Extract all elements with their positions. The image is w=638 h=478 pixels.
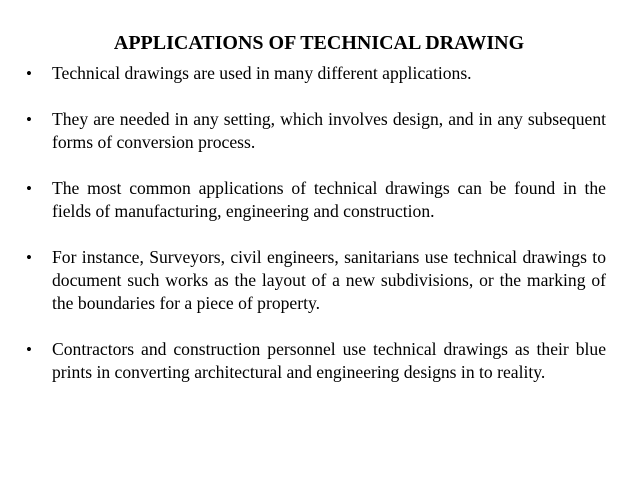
bullet-text: For instance, Surveyors, civil engineers, sanitarians use technical drawings to document such works as the layout of a new subdivisions, or the marking of the boundaries for a piece of property.	[52, 247, 606, 313]
bullet-icon: •	[26, 340, 32, 359]
bullet-list	[26, 62, 606, 407]
bullet-item	[26, 62, 606, 85]
slide-title: APPLICATIONS OF TECHNICAL DRAWING	[113, 32, 525, 54]
bullet-item	[26, 338, 606, 384]
bullet-text: The most common applications of technical drawings can be found in the fields of manufacturing, engineering and construction.	[52, 178, 606, 221]
bullet-icon: •	[26, 110, 32, 129]
bullet-icon: •	[26, 248, 32, 267]
bullet-icon: •	[26, 179, 32, 198]
bullet-text: They are needed in any setting, which involves design, and in any subsequent forms of conversion process.	[52, 109, 606, 152]
bullet-text: Contractors and construction personnel use technical drawings as their blue prints in converting architectural and engineering designs in to reality.	[52, 339, 606, 382]
bullet-item	[26, 177, 606, 223]
bullet-text: Technical drawings are used in many different applications.	[52, 63, 472, 83]
bullet-item	[26, 108, 606, 154]
bullet-item	[26, 246, 606, 315]
bullet-icon: •	[26, 64, 32, 83]
